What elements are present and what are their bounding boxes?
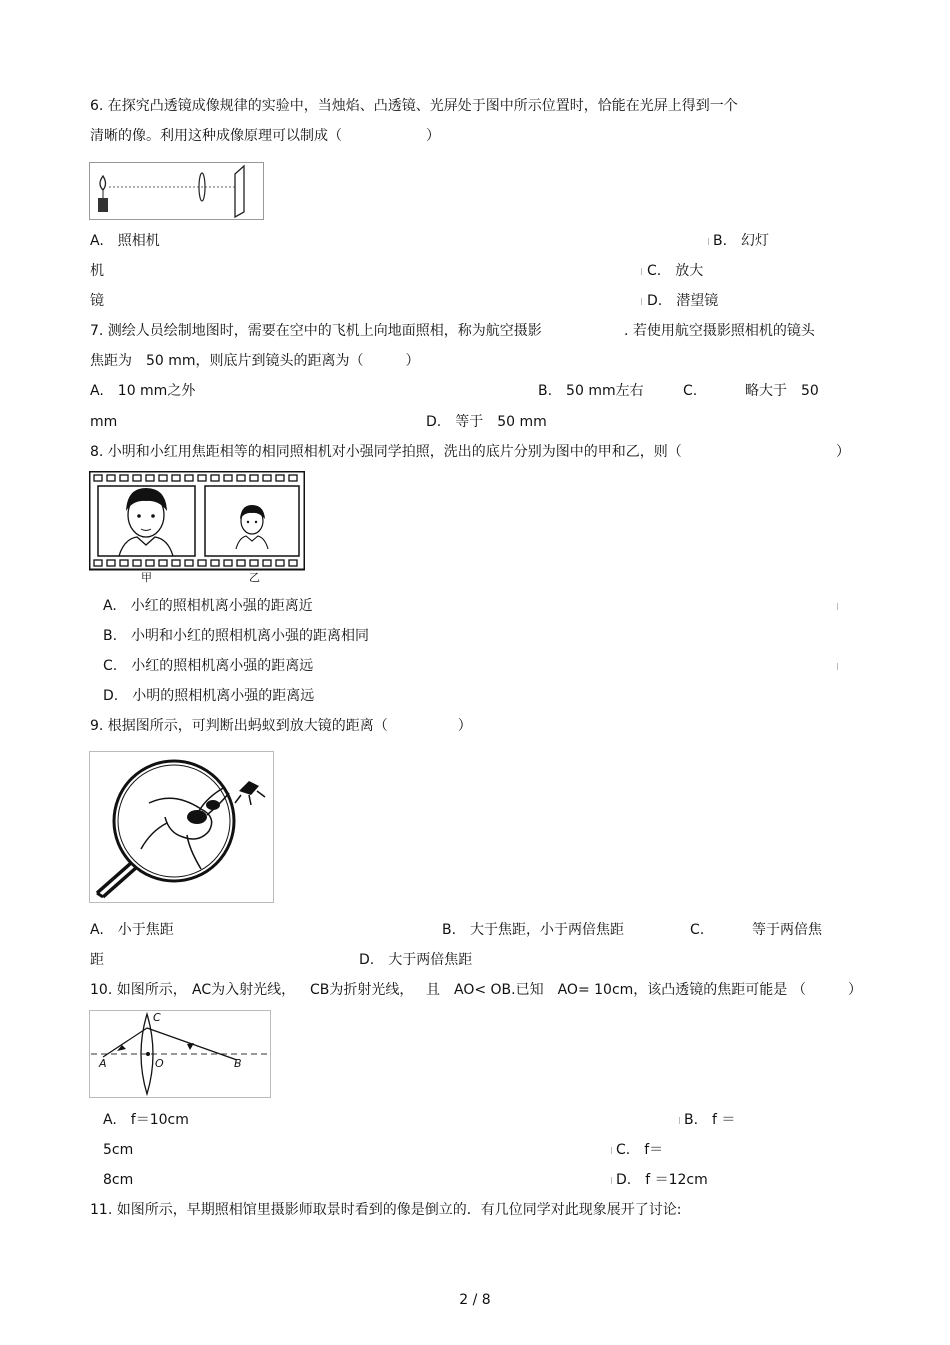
q7-option-c-cont: mm (90, 414, 118, 430)
q10-stem-c: CB为折射光线， (310, 982, 414, 998)
q6-option-c-cont: 镜 (90, 293, 104, 309)
q8-option-d[interactable]: D. 小明的照相机离小强的距离远 (103, 688, 315, 704)
q10-point-o: O (155, 1057, 164, 1070)
q10-stem-e: （ ） (792, 982, 862, 998)
q6-figure-optical-bench (89, 162, 264, 220)
q6-option-b-cont: 机 (90, 263, 104, 279)
q7-stem-line1b: . 若使用航空摄影照相机的镜头 (624, 323, 815, 339)
q8-film-label-jia: 甲 (141, 571, 152, 584)
q9-option-c-cont: 距 (90, 952, 104, 968)
q10-figure-convex-lens-rays (89, 1010, 271, 1098)
q9-option-c-text: 等于两倍焦 (752, 922, 822, 938)
q10-option-c[interactable]: C. f＝ (616, 1142, 664, 1158)
q11-stem: 11. 如图所示，早期照相馆里摄影师取景时看到的像是倒立的．有几位同学对此现象展开了讨论: (90, 1202, 682, 1218)
q8-figure-film-negatives (89, 471, 305, 587)
q9-option-a[interactable]: A. 小于焦距 (90, 922, 174, 938)
q8-option-b[interactable]: B. 小明和小红的照相机离小强的距离相同 (103, 628, 370, 644)
q6-option-b[interactable]: B. 幻灯 (713, 233, 770, 249)
q10-option-b-cont: 5cm (103, 1142, 134, 1158)
q7-option-b[interactable]: B. 50 mm左右 (538, 383, 644, 399)
q10-point-c: C (153, 1011, 161, 1024)
q7-option-a[interactable]: A. 10 mm之外 (90, 383, 196, 399)
q9-option-d[interactable]: D. 大于两倍焦距 (359, 952, 473, 968)
q8-film-label-yi: 乙 (249, 571, 260, 584)
q6-option-a[interactable]: A. 照相机 (90, 233, 160, 249)
q8-stem-close: ） (836, 444, 850, 460)
q9-stem: 9. 根据图所示，可判断出蚂蚁到放大镜的距离（ ） (90, 718, 472, 734)
q10-point-a: A (99, 1057, 107, 1070)
page-number: 2 / 8 (459, 1292, 491, 1308)
q9-option-b[interactable]: B. 大于焦距，小于两倍焦距 (442, 922, 625, 938)
q6-option-d[interactable]: D. 潜望镜 (647, 293, 719, 309)
q10-option-c-cont: 8cm (103, 1172, 134, 1188)
q9-figure-magnifier-ant (89, 751, 274, 903)
q7-stem-line1a: 7. 测绘人员绘制地图时，需要在空中的飞机上向地面照相，称为航空摄影 (90, 323, 542, 339)
q7-option-d[interactable]: D. 等于 50 mm (426, 414, 547, 430)
q6-stem-line1: 6. 在探究凸透镜成像规律的实验中，当烛焰、凸透镜、光屏处于图中所示位置时，恰能在光屏上得到一个 (90, 98, 738, 114)
q10-stem-b: AC为入射光线， (192, 982, 296, 998)
q8-stem: 8. 小明和小红用焦距相等的相同照相机对小强同学拍照，洗出的底片分别为图中的甲和乙，则（ (90, 444, 682, 460)
q8-option-c[interactable]: C. 小红的照相机离小强的距离远 (103, 658, 314, 674)
q6-option-c[interactable]: C. 放大 (647, 263, 704, 279)
q6-stem-line2: 清晰的像。利用这种成像原理可以制成（ ） (90, 128, 440, 144)
q7-stem-line2: 焦距为 50 mm，则底片到镜头的距离为（ ） (90, 353, 420, 369)
q7-option-c[interactable]: C. (683, 383, 698, 399)
q10-stem-a: 10. 如图所示， (90, 982, 187, 998)
q10-point-b: B (234, 1057, 242, 1070)
q10-option-a[interactable]: A. f＝10cm (103, 1112, 189, 1128)
q10-stem-d: 且 AO< OB.已知 AO= 10cm，该凸透镜的焦距可能是 (426, 982, 788, 998)
q9-option-c[interactable]: C. (690, 922, 705, 938)
q7-option-c-text: 略大于 50 (745, 383, 819, 399)
q10-option-d[interactable]: D. f ＝12cm (616, 1172, 708, 1188)
q10-option-b[interactable]: B. f ＝ (684, 1112, 736, 1128)
q8-option-a[interactable]: A. 小红的照相机离小强的距离近 (103, 598, 313, 614)
